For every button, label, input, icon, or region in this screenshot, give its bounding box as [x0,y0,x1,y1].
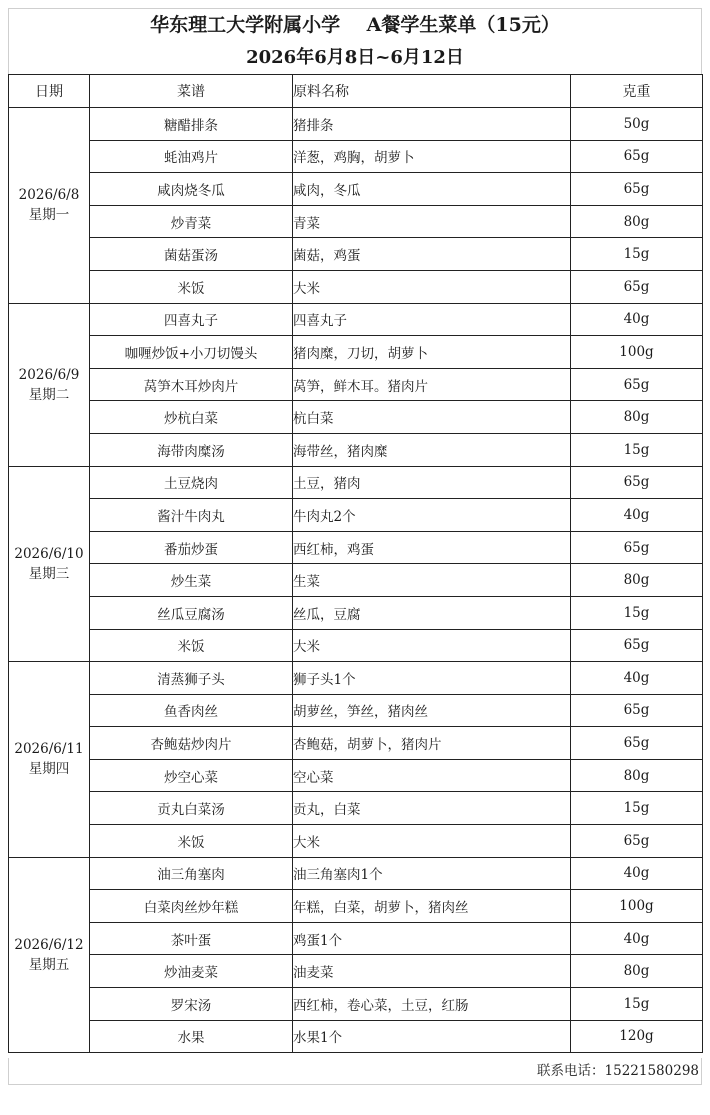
table-row [9,336,703,369]
dish-name-cell: 油三角塞肉 [90,857,293,890]
weight-cell: 80g [571,955,703,988]
dish-name-cell: 米饭 [90,270,293,303]
ingredients-cell: 杭白菜 [293,401,571,434]
ingredients-cell: 生菜 [293,564,571,597]
weight-cell: 40g [571,662,703,695]
ingredients-cell: 狮子头1个 [293,662,571,695]
header-weight: 克重 [571,75,703,108]
dish-name-cell: 罗宋汤 [90,988,293,1021]
weight-cell: 65g [571,368,703,401]
day-weekday: 星期一 [28,207,70,224]
header-ingredients: 原料名称 [293,75,571,108]
table-header-row [9,75,703,108]
ingredients-cell: 猪肉糜，刀切，胡萝卜 [293,336,571,369]
table-row [9,531,703,564]
dish-name-cell: 杏鲍菇炒肉片 [90,727,293,760]
table-row [9,564,703,597]
ingredients-cell: 胡萝丝，笋丝，猪肉丝 [293,694,571,727]
weight-cell: 65g [571,727,703,760]
dish-name-cell: 咸肉烧冬瓜 [90,173,293,206]
weight-cell: 15g [571,596,703,629]
day-date: 2026/6/12 [14,936,84,953]
weight-cell: 15g [571,988,703,1021]
ingredients-cell: 海带丝，猪肉糜 [293,433,571,466]
ingredients-cell: 空心菜 [293,759,571,792]
weight-cell: 40g [571,857,703,890]
ingredients-cell: 洋葱，鸡胸，胡萝卜 [293,140,571,173]
weight-cell: 80g [571,205,703,238]
ingredients-cell: 杏鲍菇，胡萝卜，猪肉片 [293,727,571,760]
weight-cell: 15g [571,238,703,271]
ingredients-cell: 油三角塞肉1个 [293,857,571,890]
dish-name-cell: 酱汁牛肉丸 [90,499,293,532]
day-date: 2026/6/10 [14,545,84,562]
table-row [9,433,703,466]
day-date-cell [9,108,90,304]
day-date-cell [9,303,90,466]
day-date-cell [9,466,90,662]
dish-name-cell: 水果 [90,1020,293,1053]
dish-name-cell: 糖醋排条 [90,108,293,141]
dish-name-cell: 茶叶蛋 [90,922,293,955]
table-row [9,173,703,206]
day-weekday: 星期三 [28,565,70,582]
ingredients-cell: 鸡蛋1个 [293,922,571,955]
table-row [9,270,703,303]
ingredients-cell: 大米 [293,825,571,858]
day-date-cell [9,857,90,1053]
weight-cell: 50g [571,108,703,141]
weight-cell: 65g [571,270,703,303]
weight-cell: 65g [571,825,703,858]
table-row [9,140,703,173]
table-row [9,303,703,336]
weight-cell: 65g [571,629,703,662]
weight-cell: 100g [571,336,703,369]
dish-name-cell: 蚝油鸡片 [90,140,293,173]
table-row [9,988,703,1021]
day-date: 2026/6/9 [18,366,80,383]
weight-cell: 40g [571,303,703,336]
weight-cell: 65g [571,531,703,564]
ingredients-cell: 贡丸，白菜 [293,792,571,825]
table-row [9,108,703,141]
dish-name-cell: 菌菇蛋汤 [90,238,293,271]
ingredients-cell: 青菜 [293,205,571,238]
dish-name-cell: 土豆烧肉 [90,466,293,499]
menu-sheet [8,8,702,1085]
dish-name-cell: 炒油麦菜 [90,955,293,988]
dish-name-cell: 鱼香肉丝 [90,694,293,727]
dish-name-cell: 番茄炒蛋 [90,531,293,564]
table-row [9,205,703,238]
weight-cell: 100g [571,890,703,923]
table-row [9,825,703,858]
ingredients-cell: 猪排条 [293,108,571,141]
table-row [9,1020,703,1053]
contact-phone: 联系电话：15221580298 [8,1058,702,1085]
table-row [9,890,703,923]
day-weekday: 星期四 [28,761,70,778]
table-row [9,662,703,695]
day-weekday: 星期二 [28,386,70,403]
dish-name-cell: 炒生菜 [90,564,293,597]
ingredients-cell: 水果1个 [293,1020,571,1053]
dish-name-cell: 咖喱炒饭+小刀切馒头 [90,336,293,369]
ingredients-cell: 四喜丸子 [293,303,571,336]
dish-name-cell: 丝瓜豆腐汤 [90,596,293,629]
weight-cell: 120g [571,1020,703,1053]
header-date: 日期 [9,75,90,108]
day-date-cell [9,662,90,858]
table-row [9,368,703,401]
table-row [9,727,703,760]
table-row [9,922,703,955]
dish-name-cell: 炒空心菜 [90,759,293,792]
ingredients-cell: 咸肉，冬瓜 [293,173,571,206]
ingredients-cell: 大米 [293,629,571,662]
ingredients-cell: 西红柿，鸡蛋 [293,531,571,564]
ingredients-cell: 莴笋，鲜木耳。猪肉片 [293,368,571,401]
table-row [9,596,703,629]
ingredients-cell: 土豆，猪肉 [293,466,571,499]
table-row [9,955,703,988]
table-row [9,466,703,499]
page-title: 华东理工大学附属小学 A餐学生菜单（15元） [8,8,702,42]
weight-cell: 80g [571,759,703,792]
ingredients-cell: 丝瓜，豆腐 [293,596,571,629]
table-row [9,401,703,434]
dish-name-cell: 海带肉糜汤 [90,433,293,466]
table-row [9,759,703,792]
weight-cell: 65g [571,140,703,173]
menu-table [8,74,703,1053]
ingredients-cell: 西红柿，卷心菜，土豆，红肠 [293,988,571,1021]
menu-table-body [9,108,703,1053]
day-date: 2026/6/8 [18,187,80,204]
weight-cell: 65g [571,694,703,727]
table-row [9,694,703,727]
date-range-subtitle: 2026年6月8日~6月12日 [8,42,702,74]
weight-cell: 40g [571,499,703,532]
weight-cell: 15g [571,792,703,825]
table-row [9,792,703,825]
table-row [9,499,703,532]
dish-name-cell: 清蒸狮子头 [90,662,293,695]
dish-name-cell: 米饭 [90,825,293,858]
dish-name-cell: 莴笋木耳炒肉片 [90,368,293,401]
ingredients-cell: 菌菇，鸡蛋 [293,238,571,271]
table-row [9,857,703,890]
dish-name-cell: 米饭 [90,629,293,662]
ingredients-cell: 牛肉丸2个 [293,499,571,532]
ingredients-cell: 油麦菜 [293,955,571,988]
day-weekday: 星期五 [28,956,70,973]
ingredients-cell: 年糕，白菜，胡萝卜，猪肉丝 [293,890,571,923]
dish-name-cell: 炒杭白菜 [90,401,293,434]
dish-name-cell: 贡丸白菜汤 [90,792,293,825]
day-date: 2026/6/11 [14,741,84,758]
weight-cell: 15g [571,433,703,466]
dish-name-cell: 炒青菜 [90,205,293,238]
weight-cell: 80g [571,401,703,434]
table-row [9,238,703,271]
weight-cell: 65g [571,173,703,206]
header-dish: 菜谱 [90,75,293,108]
weight-cell: 65g [571,466,703,499]
table-row [9,629,703,662]
weight-cell: 80g [571,564,703,597]
ingredients-cell: 大米 [293,270,571,303]
weight-cell: 40g [571,922,703,955]
dish-name-cell: 四喜丸子 [90,303,293,336]
dish-name-cell: 白菜肉丝炒年糕 [90,890,293,923]
